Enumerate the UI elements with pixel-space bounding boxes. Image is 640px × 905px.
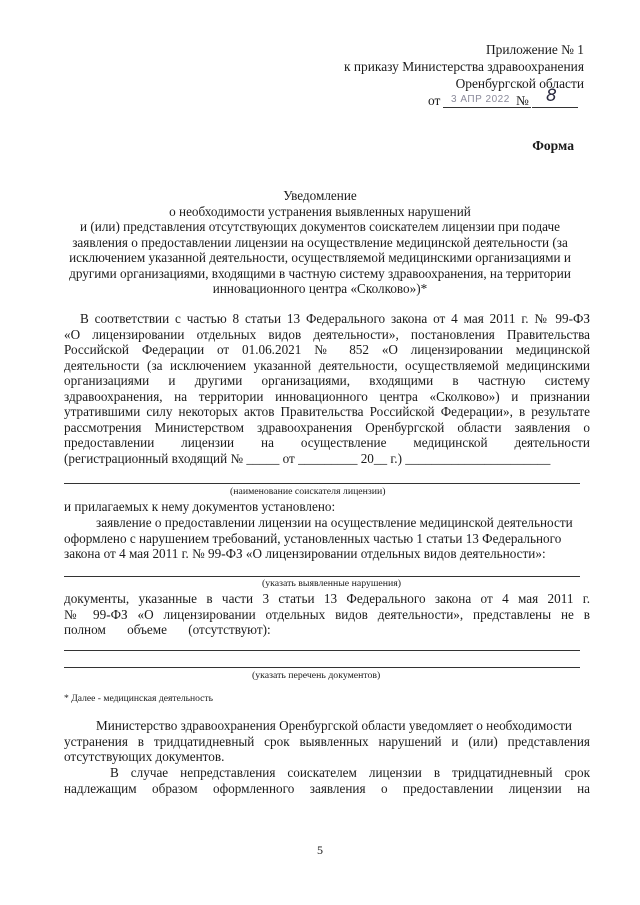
- para3-line-1: документы, указанные в части 3 статьи 13 Федерального закона от 4 мая 2011 г.: [64, 591, 590, 606]
- attached-docs-line: и прилагаемых к нему документов установлено:: [64, 499, 336, 514]
- para1-line-7: утратившими силу некоторых актов Правительства Российской Федерации», в результате: [64, 404, 590, 419]
- order-ministry-line: к приказу Министерства здравоохранения: [344, 59, 584, 74]
- page-number: 5: [317, 843, 323, 857]
- violations-caption: (указать выявленные нарушения): [262, 578, 402, 589]
- from-label: от: [428, 93, 441, 108]
- order-date-number-line: [428, 86, 588, 110]
- para1-line-5: организациями и другими организациями, входящими в частную систему: [64, 373, 590, 388]
- para4-line-3: отсутствующих документов.: [64, 749, 225, 764]
- para3-line-2: № 99-ФЗ «О лицензировании отдельных видов деятельности», представлены не в: [64, 607, 590, 622]
- title-line-4: заявления о предоставлении лицензии на осуществление медицинской деятельности (за: [72, 235, 568, 250]
- docs-underline-1: [64, 650, 580, 651]
- para1-line-6: здравоохранения, на территории инновационного центра «Сколково») и признании: [64, 389, 590, 404]
- para1-line-2: «О лицензировании отдельных видов деятельности», постановления Правительства: [64, 327, 590, 342]
- title-line-6: другими организациями, входящими в частную систему здравоохранения, на территории: [69, 266, 571, 281]
- title-line-1: Уведомление: [283, 188, 357, 203]
- title-line-3: и (или) представления отсутствующих документов соискателем лицензии при подаче: [80, 219, 560, 234]
- para2-line-1: заявление о предоставлении лицензии на осуществление медицинской деятельности: [96, 515, 573, 530]
- region-line: Оренбургской области: [455, 76, 584, 91]
- para3-line-3: полном объеме (отсутствуют):: [64, 622, 271, 637]
- para2-line-2: оформлено с нарушением требований, установленных частью 1 статьи 13 Федерального: [64, 531, 562, 546]
- para5-line-2: надлежащим образом оформленного заявления о предоставлении лицензии на: [64, 781, 590, 796]
- para4-line-2: устранения в тридцатидневный срок выявленных нарушений и (или) представления: [64, 734, 590, 749]
- title-line-2: о необходимости устранения выявленных нарушений: [169, 204, 471, 219]
- footnote: * Далее - медицинская деятельность: [64, 693, 214, 704]
- title-line-7: инновационного центра «Сколково»)*: [212, 281, 428, 296]
- para1-line-10: (регистрационный входящий № _____ от _________ 20__ г.) ______________________: [64, 451, 551, 466]
- para5-line-1: В случае непредставления соискателем лицензии в тридцатидневный срок: [110, 765, 590, 780]
- date-stamp: 3 АПР 2022: [451, 94, 510, 105]
- title-line-5: исключением указанной деятельности, осуществляемой медицинскими организациями и: [69, 250, 571, 265]
- number-underline: [532, 107, 578, 108]
- para4-line-1: Министерство здравоохранения Оренбургской области уведомляет о необходимости: [96, 718, 572, 733]
- para1-line-4: деятельности (за исключением указанной деятельности, осуществляемой медицинскими: [64, 358, 590, 373]
- para1-line-3: Российской Федерации от 01.06.2021 № 852 «О лицензировании медицинской: [64, 342, 590, 357]
- para2-line-3: закона от 4 мая 2011 г. № 99-ФЗ «О лицензировании отдельных видов деятельности»:: [64, 546, 546, 561]
- para1-line-8: рассмотрения Министерством здравоохранения Оренбургской области заявления о: [64, 420, 590, 435]
- applicant-caption: (наименование соискателя лицензии): [230, 486, 386, 497]
- number-label: №: [516, 93, 529, 108]
- appendix-label: Приложение № 1: [485, 42, 584, 57]
- para1-line-9: предоставлении лицензии на осуществление медицинской деятельности: [64, 435, 590, 450]
- docs-caption: (указать перечень документов): [252, 670, 381, 681]
- para1-line-1: В соответствии с частью 8 статьи 13 Федерального закона от 4 мая 2011 г. № 99-ФЗ: [80, 311, 590, 326]
- violations-underline: [64, 576, 580, 577]
- docs-underline-2: [64, 667, 580, 668]
- applicant-underline: [64, 483, 580, 484]
- handwritten-number: 8: [546, 86, 557, 106]
- form-label: Форма: [532, 138, 574, 153]
